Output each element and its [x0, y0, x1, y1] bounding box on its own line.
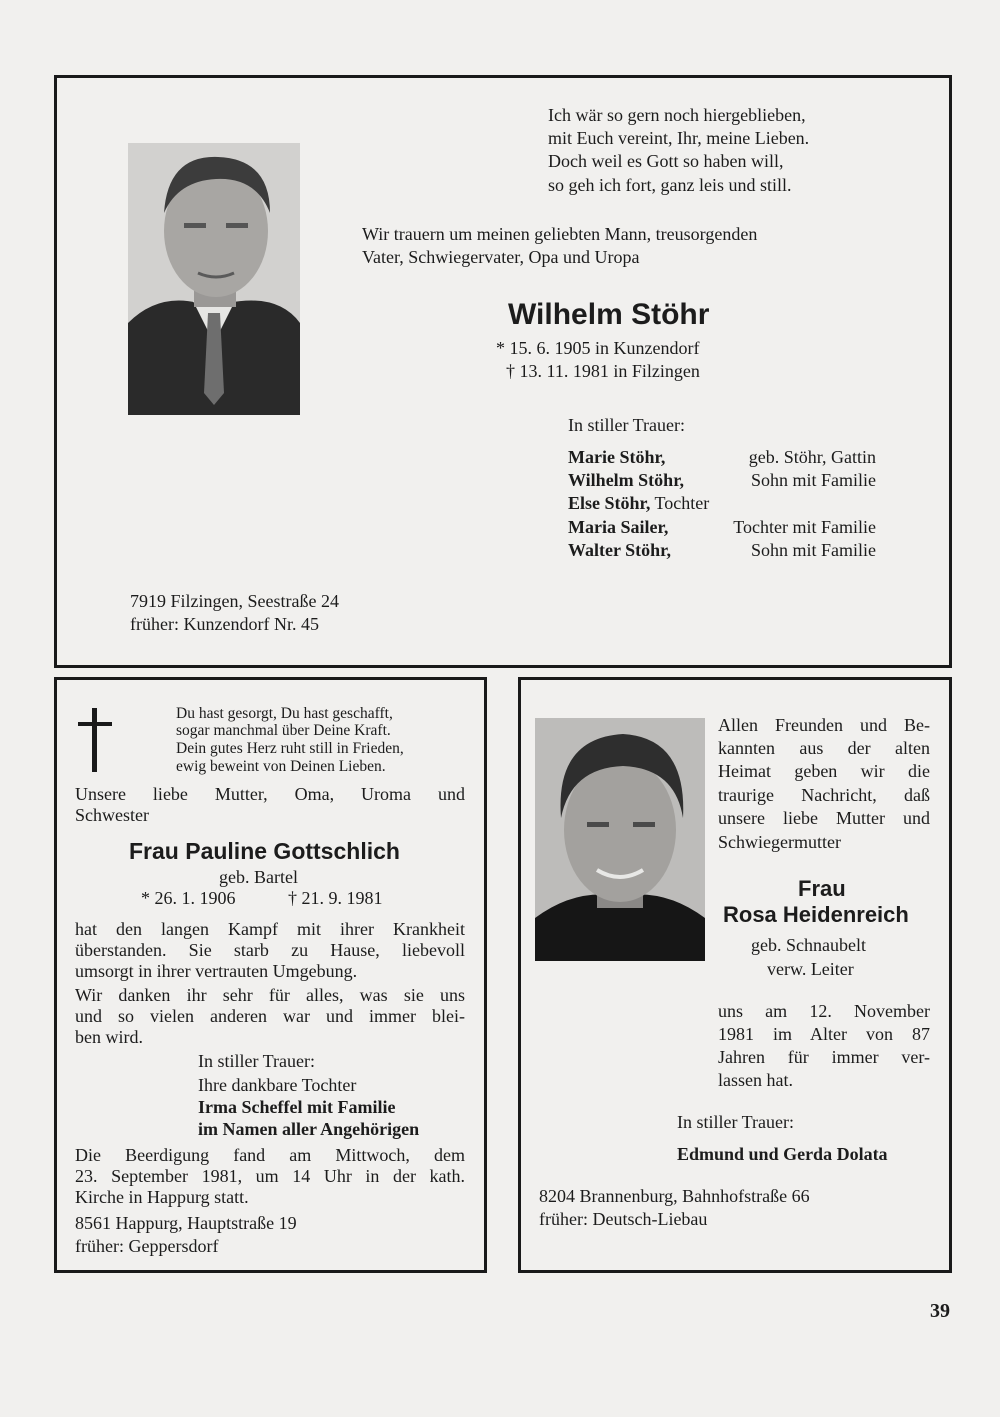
intro-line: Heimat geben wir die	[718, 761, 930, 781]
mourner-role: Tochter	[654, 493, 710, 513]
poem-line: mit Euch vereint, Ihr, meine Lieben.	[548, 128, 810, 148]
mourner-line: Ihre dankbare Tochter	[198, 1075, 357, 1095]
poem-line: Du hast gesorgt, Du hast geschafft,	[176, 705, 393, 722]
mourner-line: Irma Scheffel mit Familie	[198, 1097, 396, 1117]
death-date: † 13. 11. 1981 in Filzingen	[506, 361, 700, 381]
address-line: früher: Kunzendorf Nr. 45	[130, 614, 319, 634]
deceased-name: Wilhelm Stöhr	[508, 298, 710, 331]
text-line: uns am 12. November	[718, 1001, 930, 1021]
text-line: lassen hat.	[718, 1070, 793, 1090]
address-line: 8204 Brannenburg, Bahnhofstraße 66	[539, 1186, 810, 1206]
text-line: hat den langen Kampf mit ihrer Krankheit	[75, 919, 465, 939]
widowed-name: verw. Leiter	[767, 959, 854, 979]
birth-date: * 26. 1. 1906	[141, 888, 236, 908]
mourner-name: Wilhelm Stöhr,	[568, 470, 685, 490]
mourner-row	[568, 516, 876, 540]
birth-date: * 15. 6. 1905 in Kunzendorf	[496, 338, 700, 358]
deceased-name: Frau Pauline Gottschlich	[129, 838, 400, 864]
intro-line: traurige Nachricht, daß	[718, 785, 930, 805]
cross-icon	[78, 708, 112, 772]
mourner-role: Sohn mit Familie	[750, 470, 876, 490]
page-number: 39	[930, 1300, 950, 1322]
portrait-wilhelm-stoehr	[128, 143, 300, 415]
mourner-line: im Namen aller Angehörigen	[198, 1119, 420, 1139]
deceased-name: Rosa Heidenreich	[723, 902, 909, 927]
funeral-line: 23. September 1981, um 14 Uhr in der kath.	[75, 1166, 465, 1186]
funeral-line: Die Beerdigung fand am Mittwoch, dem	[75, 1145, 465, 1165]
address-line: früher: Geppersdorf	[75, 1236, 219, 1256]
intro-line: unsere liebe Mutter und	[718, 808, 930, 828]
intro-line: Unsere liebe Mutter, Oma, Uroma und	[75, 784, 465, 804]
poem-line: Ich wär so gern noch hiergeblieben,	[548, 105, 806, 125]
mourner-name: Else Stöhr,	[568, 493, 651, 513]
mourner-role: geb. Stöhr, Gattin	[748, 447, 876, 467]
text-line: umsorgt in ihrer vertrauten Umgebung.	[75, 961, 358, 981]
poem-line: ewig beweint von Deinen Lieben.	[176, 758, 386, 775]
address-line: früher: Deutsch-Liebau	[539, 1209, 708, 1229]
poem-line: so geh ich fort, ganz leis und still.	[548, 175, 792, 195]
funeral-line: Kirche in Happurg statt.	[75, 1187, 249, 1207]
intro-line: Vater, Schwiegervater, Opa und Uropa	[362, 247, 640, 267]
mourner-name: Marie Stöhr,	[568, 447, 666, 467]
intro-line: kannten aus der alten	[718, 738, 930, 758]
mourner-line: Edmund und Gerda Dolata	[677, 1144, 888, 1164]
mourner-row	[568, 492, 709, 516]
text-line: überstanden. Sie starb zu Hause, liebevoll	[75, 940, 465, 960]
mourner-role: Sohn mit Familie	[750, 540, 876, 560]
mourning-label: In stiller Trauer:	[568, 415, 685, 435]
intro-line: Schwiegermutter	[718, 832, 841, 852]
mourner-role: Tochter mit Familie	[733, 517, 876, 537]
poem-line: Dein gutes Herz ruht still in Frieden,	[176, 740, 404, 757]
mourner-name: Maria Sailer,	[568, 517, 669, 537]
intro-line: Wir trauern um meinen geliebten Mann, treusorgenden	[362, 224, 758, 244]
text-line: Wir danken ihr sehr für alles, was sie uns	[75, 985, 465, 1005]
text-line: Jahren für immer ver-	[718, 1047, 930, 1067]
maiden-name: geb. Bartel	[219, 867, 298, 887]
intro-line: Schwester	[75, 805, 149, 825]
mourning-label: In stiller Trauer:	[198, 1051, 315, 1071]
poem-line: Doch weil es Gott so haben will,	[548, 151, 784, 171]
text-line: 1981 im Alter von 87	[718, 1024, 930, 1044]
mourning-label: In stiller Trauer:	[677, 1112, 794, 1132]
portrait-rosa-heidenreich	[535, 718, 705, 961]
poem-line: sogar manchmal über Deine Kraft.	[176, 722, 391, 739]
address-line: 8561 Happurg, Hauptstraße 19	[75, 1213, 297, 1233]
mourner-row	[568, 469, 876, 493]
mourner-row	[568, 539, 876, 563]
text-line: und so vielen anderen war und immer blei-	[75, 1006, 465, 1026]
intro-line: Allen Freunden und Be-	[718, 715, 930, 735]
text-line: ben wird.	[75, 1027, 143, 1047]
mourner-name: Walter Stöhr,	[568, 540, 672, 560]
maiden-name: geb. Schnaubelt	[751, 935, 866, 955]
mourner-row	[568, 446, 876, 470]
address-line: 7919 Filzingen, Seestraße 24	[130, 591, 339, 611]
deceased-title: Frau	[798, 876, 846, 901]
death-date: † 21. 9. 1981	[288, 888, 383, 908]
